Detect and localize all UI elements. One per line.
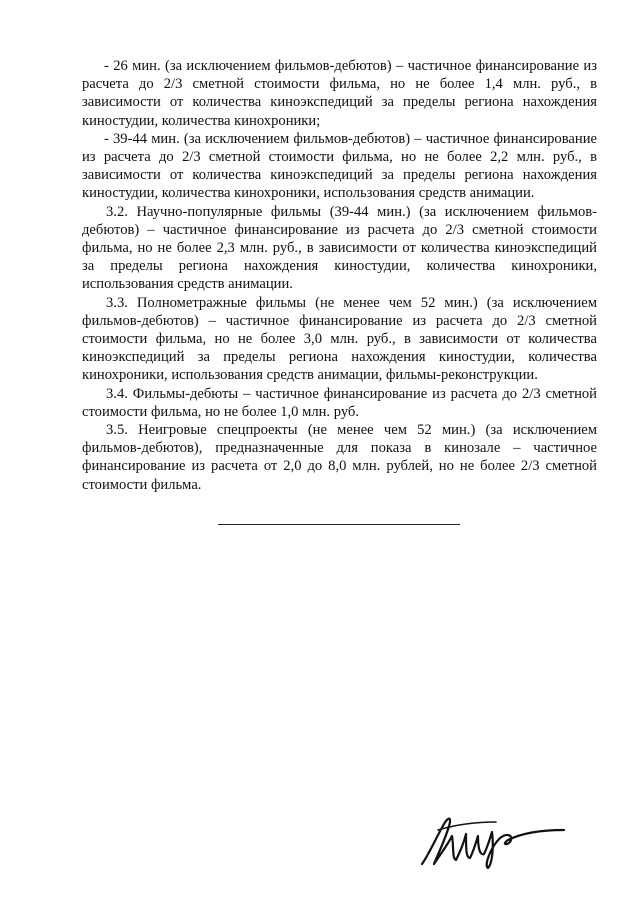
paragraph-item-3-3: 3.3. Полнометражные фильмы (не менее чем 52 мин.) (за исключением фильмов-дебютов) – частичное финансирование из расчета до 2/3 сметной стоимости фильма, но не более 3,0 млн. руб., в зависимости от количества киноэкспедиций за пределы региона нахождения киностудии, количества кинохроники, использования средств анимации, фильмы-реконструкции.	[82, 294, 597, 384]
paragraph-item-3-2: 3.2. Научно-популярные фильмы (39-44 мин.) (за исключением фильмов-дебютов) – частичное финансирование из расчета до 2/3 сметной стоимости фильма, но не более 2,3 млн. руб., в зависимости от количества киноэкспедиций за пределы региона нахождения киностудии, количества кинохроники, использования средств анимации.	[82, 203, 597, 293]
end-divider-line	[218, 524, 460, 525]
paragraph-bullet-26: - 26 мин. (за исключением фильмов-дебютов) – частичное финансирование из расчета до 2/3 сметной стоимости фильма, но не более 1,4 млн. руб., в зависимости от количества киноэкспедиций за пределы региона нахождения киностудии, количества кинохроники;	[82, 58, 597, 129]
paragraph-item-3-5: 3.5. Неигровые спецпроекты (не менее чем 52 мин.) (за исключением фильмов-дебютов), предназначенные для показа в кинозале – частичное финансирование из расчета от 2,0 до 8,0 млн. рублей, но не более 2/3 сметной стоимости фильма.	[82, 422, 597, 493]
paragraph-bullet-39-44: - 39-44 мин. (за исключением фильмов-дебютов) – частичное финансирование из расчета до 2/3 сметной стоимости фильма, но не более 2,2 млн. руб., в зависимости от количества киноэкспедиций за пределы региона нахождения киностудии, количества кинохроники, использования средств анимации.	[82, 130, 597, 202]
paragraph-item-3-4: 3.4. Фильмы-дебюты – частичное финансирование из расчета до 2/3 сметной стоимости фильма, но не более 1,0 млн. руб.	[82, 385, 597, 420]
document-body	[82, 57, 597, 494]
signature-icon	[418, 808, 568, 870]
